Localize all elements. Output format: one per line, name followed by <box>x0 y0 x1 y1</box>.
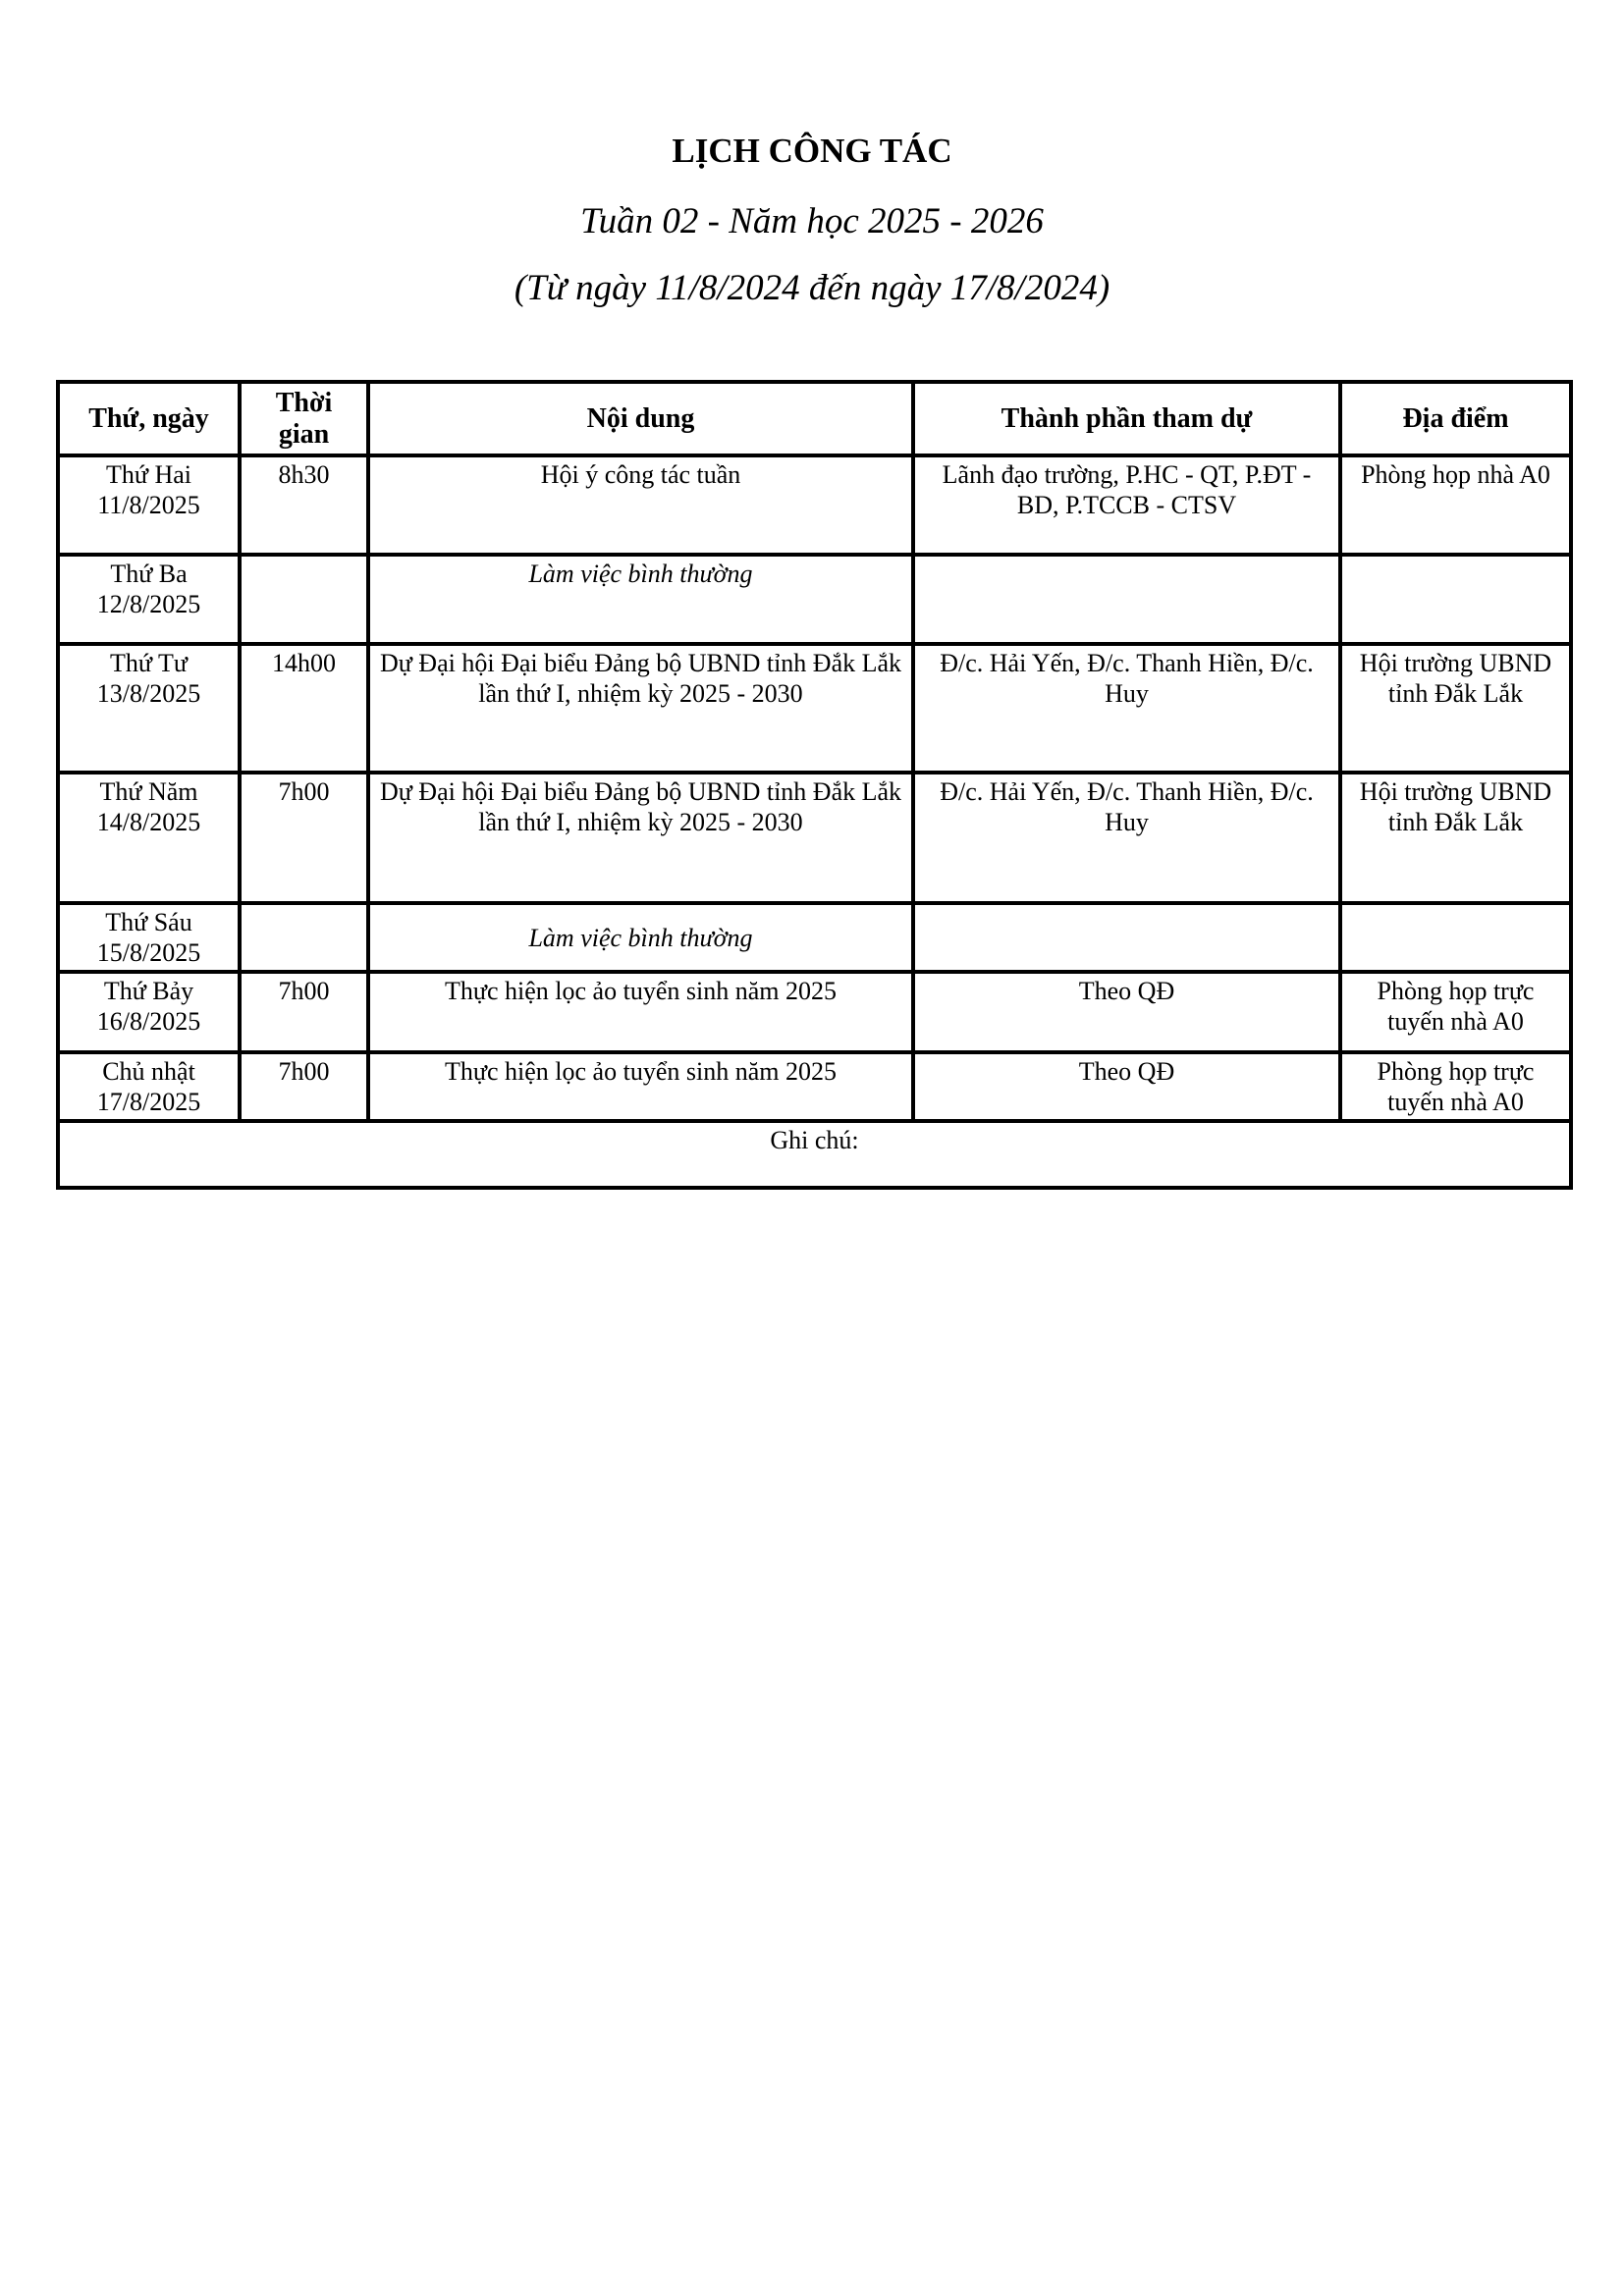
day-date: 14/8/2025 <box>96 808 201 836</box>
table-row <box>58 455 1571 555</box>
location-cell <box>1340 555 1571 644</box>
time-cell: 8h30 <box>240 455 368 555</box>
day-cell <box>58 1052 240 1121</box>
table-row <box>58 903 1571 972</box>
column-header-time: Thời gian <box>240 382 368 455</box>
location-cell: Hội trường UBND tỉnh Đắk Lắk <box>1340 773 1571 903</box>
time-cell: 7h00 <box>240 972 368 1052</box>
participants-cell: Đ/c. Hải Yến, Đ/c. Thanh Hiền, Đ/c. Huy <box>913 644 1340 773</box>
day-cell <box>58 972 240 1052</box>
day-name: Thứ Sáu <box>105 908 192 936</box>
time-cell: 14h00 <box>240 644 368 773</box>
day-date: 17/8/2025 <box>96 1088 201 1116</box>
content-cell: Dự Đại hội Đại biểu Đảng bộ UBND tỉnh Đắk Lắk lần thứ I, nhiệm kỳ 2025 - 2030 <box>368 644 913 773</box>
note-label: Ghi chú: <box>58 1121 1571 1188</box>
content-cell: Thực hiện lọc ảo tuyển sinh năm 2025 <box>368 1052 913 1121</box>
table-header-row <box>58 382 1571 455</box>
week-subtitle: Tuần 02 - Năm học 2025 - 2026 <box>580 201 1044 241</box>
content-cell: Dự Đại hội Đại biểu Đảng bộ UBND tỉnh Đắk Lắk lần thứ I, nhiệm kỳ 2025 - 2030 <box>368 773 913 903</box>
table-row <box>58 773 1571 903</box>
day-date: 16/8/2025 <box>96 1007 201 1036</box>
day-date: 13/8/2025 <box>96 679 201 708</box>
column-header-participants: Thành phần tham dự <box>913 382 1340 455</box>
day-name: Chủ nhật <box>102 1057 195 1086</box>
participants-cell: Lãnh đạo trường, P.HC - QT, P.ĐT - BD, P.TCCB - CTSV <box>913 455 1340 555</box>
location-cell: Phòng họp trực tuyến nhà A0 <box>1340 1052 1571 1121</box>
column-header-content: Nội dung <box>368 382 913 455</box>
day-name: Thứ Hai <box>105 460 191 489</box>
table-row <box>58 555 1571 644</box>
content-cell: Làm việc bình thường <box>368 903 913 972</box>
time-cell: 7h00 <box>240 773 368 903</box>
day-date: 11/8/2025 <box>97 491 200 519</box>
day-name: Thứ Tư <box>110 649 188 677</box>
day-date: 12/8/2025 <box>96 590 201 618</box>
participants-cell <box>913 555 1340 644</box>
column-header-location: Địa điểm <box>1340 382 1571 455</box>
participants-cell: Theo QĐ <box>913 972 1340 1052</box>
day-date: 15/8/2025 <box>96 938 201 967</box>
location-cell: Hội trường UBND tỉnh Đắk Lắk <box>1340 644 1571 773</box>
day-cell <box>58 455 240 555</box>
page-title: LỊCH CÔNG TÁC <box>672 132 952 170</box>
location-cell <box>1340 903 1571 972</box>
location-cell: Phòng họp nhà A0 <box>1340 455 1571 555</box>
day-name: Thứ Năm <box>99 777 198 806</box>
day-cell <box>58 903 240 972</box>
table-row <box>58 644 1571 773</box>
note-row <box>58 1121 1571 1188</box>
day-name: Thứ Ba <box>110 560 188 588</box>
location-cell: Phòng họp trực tuyến nhà A0 <box>1340 972 1571 1052</box>
participants-cell: Đ/c. Hải Yến, Đ/c. Thanh Hiền, Đ/c. Huy <box>913 773 1340 903</box>
participants-cell <box>913 903 1340 972</box>
time-cell <box>240 903 368 972</box>
table-row <box>58 972 1571 1052</box>
day-cell <box>58 773 240 903</box>
day-cell <box>58 555 240 644</box>
content-cell: Hội ý công tác tuần <box>368 455 913 555</box>
date-range: (Từ ngày 11/8/2024 đến ngày 17/8/2024) <box>514 268 1110 308</box>
content-cell: Thực hiện lọc ảo tuyển sinh năm 2025 <box>368 972 913 1052</box>
participants-cell: Theo QĐ <box>913 1052 1340 1121</box>
table-row <box>58 1052 1571 1121</box>
time-cell <box>240 555 368 644</box>
day-cell <box>58 644 240 773</box>
content-cell: Làm việc bình thường <box>368 555 913 644</box>
day-name: Thứ Bảy <box>103 977 194 1005</box>
time-cell: 7h00 <box>240 1052 368 1121</box>
schedule-table <box>56 380 1573 1190</box>
column-header-day: Thứ, ngày <box>58 382 240 455</box>
